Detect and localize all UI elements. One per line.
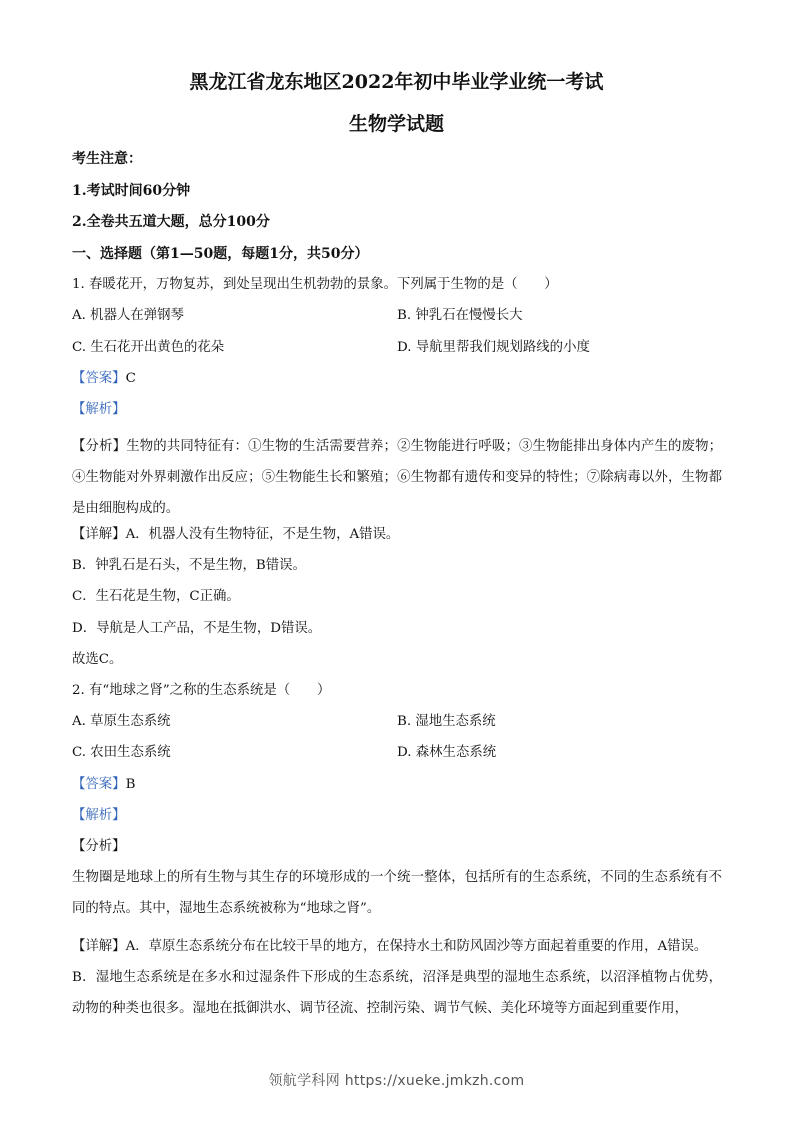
fenxi-text: 生物的共同特征有：①生物的生活需要营养；②生物能进行呼吸；③生物能排出身体内产生的废物；④生物能对外界刺激作出反应；⑤生物能生长和繁殖；⑥生物都有遗传和变异的特性；⑦除病毒以外，生物都是由细胞构成的。 — [72, 439, 723, 516]
conclusion-line: 故选C。 — [72, 652, 123, 667]
exam-subtitle: 生物学试题 — [348, 113, 444, 135]
detail-line — [72, 525, 399, 545]
detail-line: B．湿地生态系统是在多水和过湿条件下形成的生态系统，沼泽是典型的湿地生态系统，以沼泽植物占优势，动物的种类也很多。湿地在抵御洪水、调节径流、控制污染、调节气候、美化环境等方面起到重要作用， — [72, 970, 722, 1016]
answer-tag: 【答案】 — [72, 371, 126, 386]
note-item: 2.全卷共五道大题，总分100分 — [72, 214, 270, 230]
option-d: D. 导航里帮我们规划路线的小度 — [397, 340, 590, 355]
detail-text: A．草原生态系统分布在比较干旱的地方，在保持水土和防风固沙等方面起着重要的作用，A错误。 — [125, 939, 708, 954]
xiangjie-tag: 【详解】 — [72, 939, 126, 954]
analysis-tag: 【解析】 — [72, 402, 126, 417]
exam-title: 黑龙江省龙东地区2022年初中毕业学业统一考试 — [189, 71, 604, 93]
question-stem: 1. 春暖花开，万物复苏，到处呈现出生机勃勃的景象。下列属于生物的是（ ） — [72, 277, 558, 292]
detail-line: C．生石花是生物，C正确。 — [72, 589, 240, 604]
detail-line: B．钟乳石是石头，不是生物，B错误。 — [72, 558, 306, 573]
option-d: D. 森林生态系统 — [397, 745, 497, 760]
answer-value: C — [125, 371, 136, 386]
option-a: A. 草原生态系统 — [72, 714, 171, 729]
fenxi-tag: 【分析】 — [72, 439, 127, 454]
question-stem: 2. 有“地球之肾”之称的生态系统是（ ） — [72, 683, 331, 698]
answer-value: B — [125, 777, 136, 792]
section-heading: 一、选择题（第1—50题，每题1分，共50分） — [72, 246, 369, 262]
notes-heading: 考生注意： — [72, 151, 142, 167]
option-b: B. 钟乳石在慢慢长大 — [397, 308, 523, 323]
analysis-paragraph — [72, 431, 722, 524]
detail-line — [72, 931, 722, 962]
detail-line: D．导航是人工产品，不是生物，D错误。 — [72, 621, 322, 636]
note-item: 1.考试时间60分钟 — [72, 183, 191, 199]
xiangjie-tag: 【详解】 — [72, 527, 126, 542]
footer-watermark: 领航学科网 https://xueke.jmkzh.com — [268, 1073, 525, 1089]
option-a: A. 机器人在弹钢琴 — [72, 308, 184, 323]
detail-text: A．机器人没有生物特征，不是生物，A错误。 — [125, 527, 400, 542]
option-c: C. 生石花开出黄色的花朵 — [72, 340, 225, 355]
answer-tag: 【答案】 — [72, 777, 126, 792]
analysis-tag: 【解析】 — [72, 808, 126, 823]
answer-line — [72, 369, 136, 389]
option-c: C. 农田生态系统 — [72, 745, 171, 760]
answer-line — [72, 775, 135, 795]
option-b: B. 湿地生态系统 — [397, 714, 496, 729]
analysis-paragraph: 生物圈是地球上的所有生物与其生存的环境形成的一个统一整体，包括所有的生态系统，不同的生态系统有不同的特点。其中，湿地生态系统被称为“地球之肾”。 — [72, 870, 722, 916]
fenxi-heading: 【分析】 — [72, 839, 126, 854]
